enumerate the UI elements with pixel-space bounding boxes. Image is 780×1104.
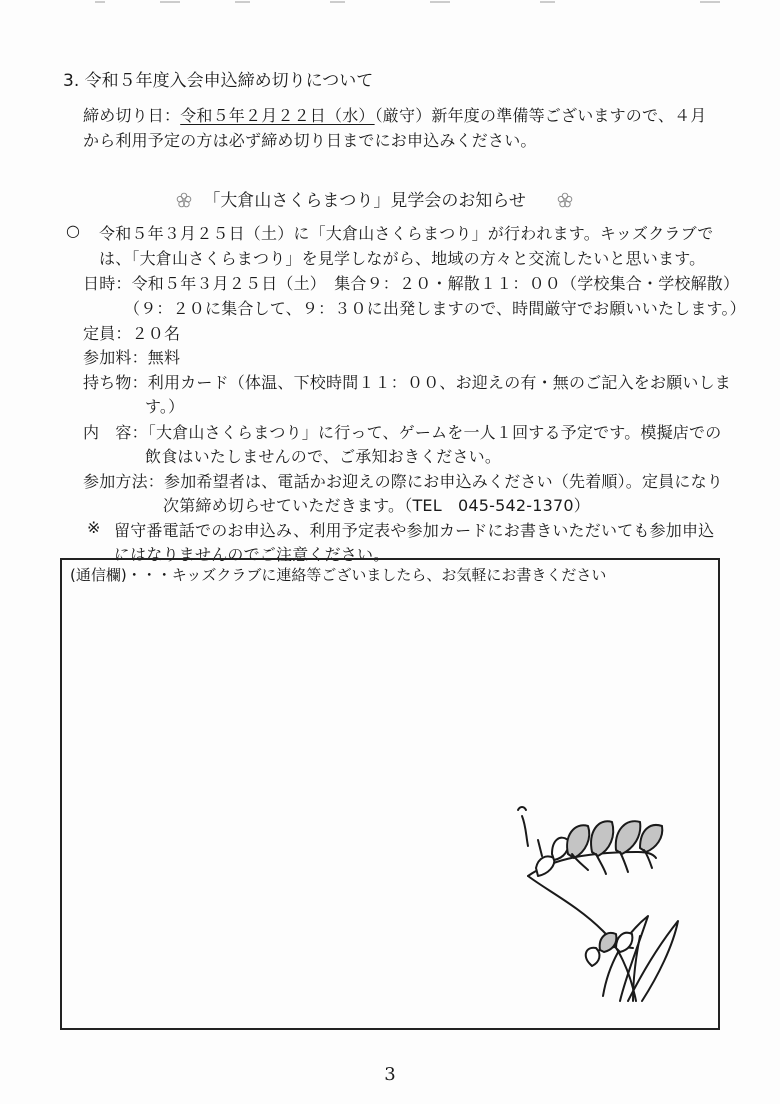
fee: 参加料：無料 [83, 348, 181, 367]
event-title-row [176, 186, 573, 211]
event-title: 「大倉山さくらまつり」見学会のお知らせ [203, 191, 526, 211]
note-line1: 留守番電話でのお申込み、利用予定表や参加カードにお書きいただいても参加申込 [114, 521, 715, 540]
deadline-label: 締め切り日： [83, 106, 181, 125]
scan-marks [0, 0, 780, 10]
method-line1: 参加方法：参加希望者は、電話かお迎えの際にお申込みください（先着順）。定員になり [83, 472, 724, 491]
deadline-rest: （厳守）新年度の準備等ございますので、４月 [374, 106, 707, 125]
datetime-line: 日時：令和５年３月２５日（土） 集合９：２０・解散１１：００（学校集合・学校解散） [83, 274, 740, 293]
sakura-flower-icon [557, 192, 573, 208]
sakura-flower-icon [176, 192, 192, 208]
deadline-line2: から利用予定の方は必ず締め切り日までにお申込みください。 [83, 131, 537, 150]
intro-bullet: ○ [66, 221, 80, 240]
page-number: 3 [384, 1064, 396, 1085]
items-line1: 持ち物：利用カード（体温、下校時間１１：００、お迎えの有・無のご記入をお願いしま [83, 373, 732, 392]
capacity: 定員：２０名 [83, 324, 181, 343]
note-line2: にはなりませんのでご注意ください。 [114, 545, 390, 564]
flower-illustration [508, 796, 698, 1006]
deadline-date: 令和５年２月２２日（水） [180, 106, 375, 125]
communication-box[interactable] [60, 558, 720, 1030]
communication-label: (通信欄)・・・キッズクラブに連絡等ございましたら、お気軽にお書きください [70, 566, 607, 584]
method-line2: 次第締め切らせていただきます。（TEL 045-542-1370） [163, 496, 590, 515]
items-line2: す。） [145, 397, 185, 416]
content-line2: 飲食はいたしませんので、ご承知おきください。 [145, 447, 502, 466]
content-line1: 内 容：「大倉山さくらまつり」に行って、ゲームを一人１回する予定です。模擬店での [83, 423, 722, 442]
section3-heading: 3. 令和５年度入会申込締め切りについて [63, 71, 374, 91]
datetime-note: （９：２０に集合して、９：３０に出発しますので、時間厳守でお願いいたします。） [124, 299, 746, 318]
intro-line2: は、「大倉山さくらまつり」を見学しながら、地域の方々と交流したいと思います。 [99, 249, 706, 268]
deadline-line [83, 103, 707, 126]
intro-line1: 令和５年３月２５日（土）に「大倉山さくらまつり」が行われます。キッズクラブで [99, 224, 714, 243]
note-mark: ※ [87, 518, 101, 537]
